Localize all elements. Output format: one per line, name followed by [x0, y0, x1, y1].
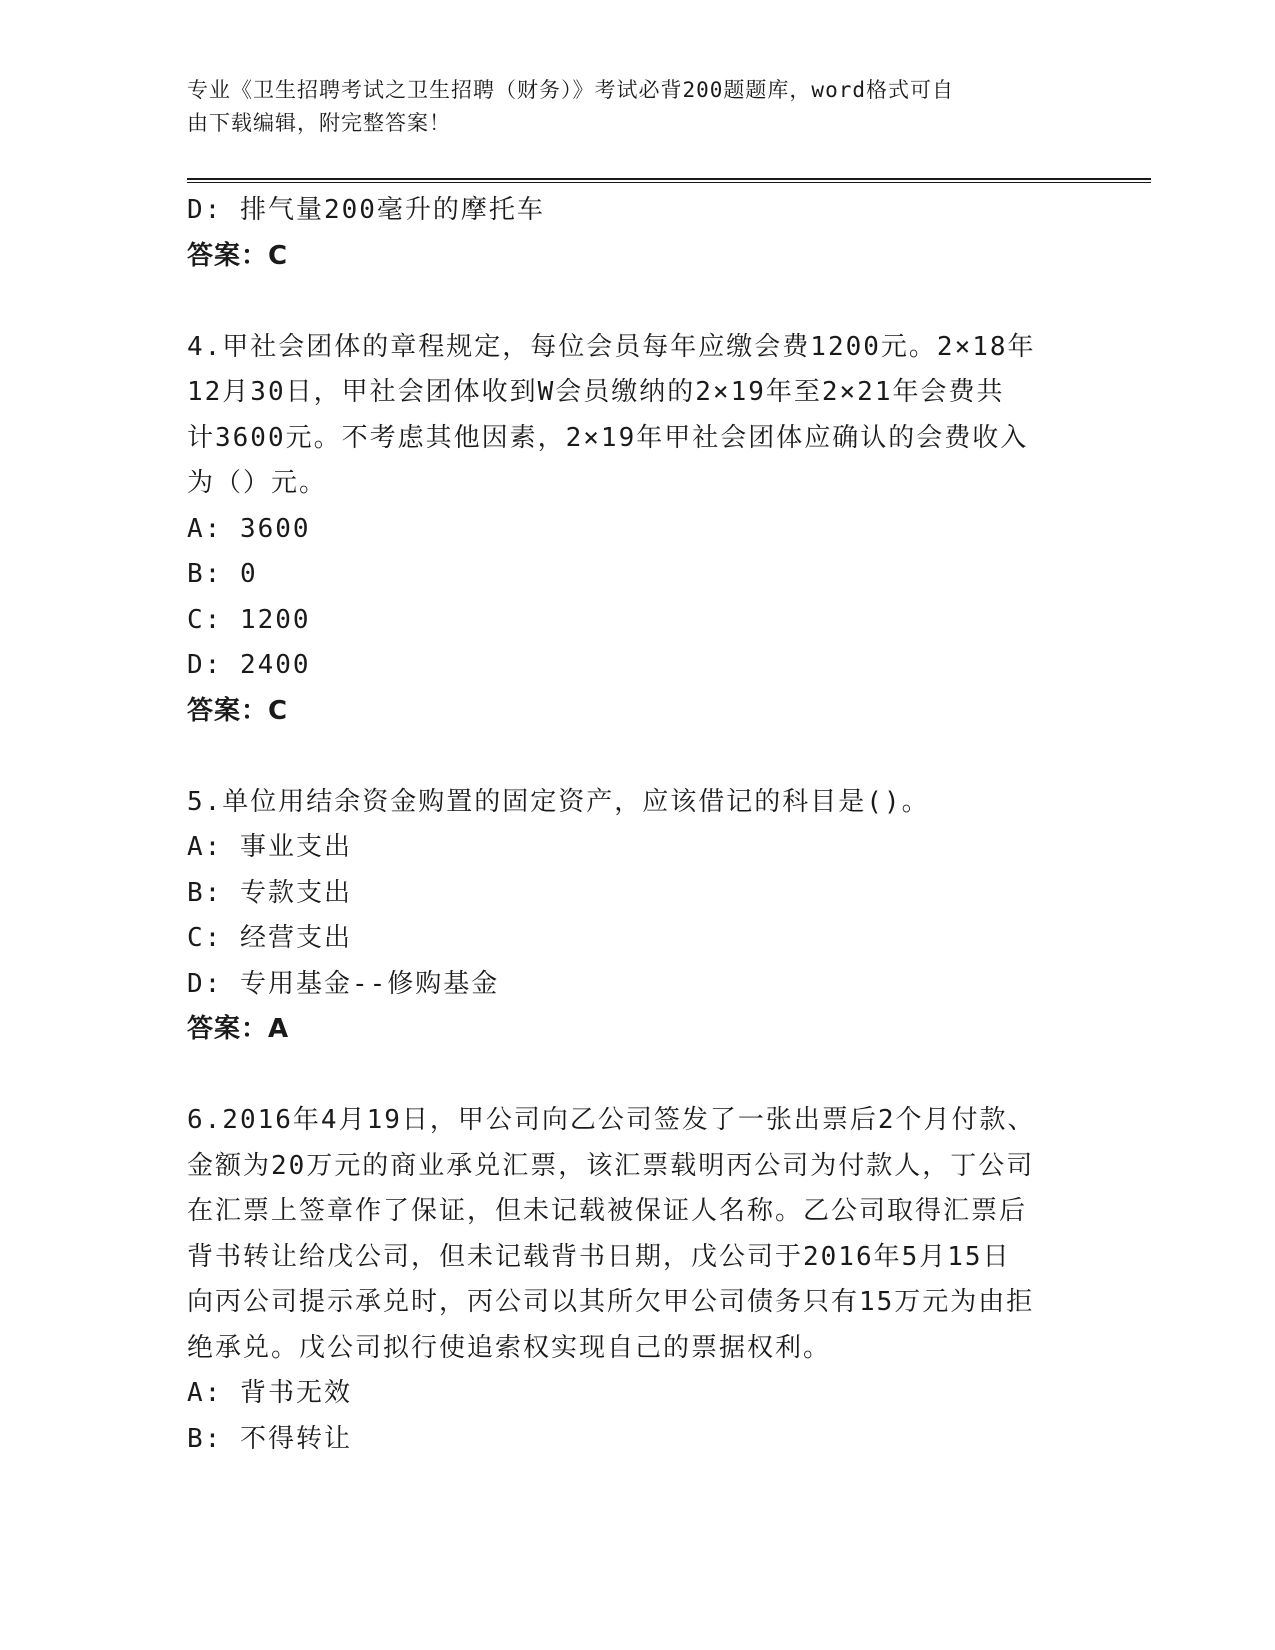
- document-header: [187, 74, 1087, 140]
- answer-label: 答案：C: [187, 240, 289, 271]
- question-stem-line: 为（）元。: [187, 468, 328, 498]
- question-stem-line: 金额为20万元的商业承兑汇票，该汇票载明丙公司为付款人，丁公司: [187, 1150, 1035, 1181]
- answer-label: 答案：C: [187, 695, 289, 726]
- question-5: [187, 780, 1087, 1053]
- question-stem-line: 在汇票上签章作了保证，但未记载被保证人名称。乙公司取得汇票后: [187, 1196, 1028, 1226]
- option-a: A: 事业支出: [187, 832, 352, 862]
- header-line-1: 专业《卫生招聘考试之卫生招聘（财务）》考试必背200题题库，word格式可自: [187, 78, 954, 102]
- question-4: [187, 325, 1087, 735]
- spacer: [187, 1053, 1087, 1099]
- option-a: A: 背书无效: [187, 1378, 352, 1408]
- question-stem-line: 4.甲社会团体的章程规定，每位会员每年应缴会费1200元。2×18年: [187, 331, 1036, 362]
- question-6: [187, 1098, 1087, 1462]
- option-b: B: 不得转让: [187, 1423, 352, 1454]
- header-line-2: 由下载编辑，附完整答案！: [187, 111, 451, 135]
- option-c: C: 1200: [187, 604, 311, 635]
- spacer: [187, 734, 1087, 780]
- option-b: B: 专款支出: [187, 877, 352, 908]
- option-b: B: 0: [187, 559, 258, 589]
- question-stem-line: 向丙公司提示承兑时，丙公司以其所欠甲公司债务只有15万元为由拒: [187, 1287, 1035, 1317]
- question-stem-line: 计3600元。不考虑其他因素，2×19年甲社会团体应确认的会费收入: [187, 422, 1029, 453]
- answer-label: 答案：A: [187, 1014, 290, 1044]
- option-d: D: 专用基金--修购基金: [187, 968, 500, 999]
- header-divider-thin: [187, 182, 1151, 183]
- option-d: D: 排气量200毫升的摩托车: [187, 195, 545, 225]
- question-stem-line: 绝承兑。戊公司拟行使追索权实现自己的票据权利。: [187, 1332, 832, 1363]
- spacer: [187, 279, 1087, 325]
- option-a: A: 3600: [187, 513, 311, 544]
- option-c: C: 经营支出: [187, 923, 352, 953]
- option-d: D: 2400: [187, 650, 311, 680]
- question-stem-line: 6.2016年4月19日，甲公司向乙公司签发了一张出票后2个月付款、: [187, 1105, 1036, 1135]
- question-stem-line: 背书转让给戊公司，但未记载背书日期，戊公司于2016年5月15日: [187, 1241, 1011, 1272]
- question-list: [187, 188, 1087, 1462]
- header-divider-thick: [187, 178, 1151, 180]
- question-stem-line: 5.单位用结余资金购置的固定资产，应该借记的科目是()。: [187, 786, 930, 817]
- question-stem-line: 12月30日，甲社会团体收到W会员缴纳的2×19年至2×21年会费共: [187, 377, 1005, 407]
